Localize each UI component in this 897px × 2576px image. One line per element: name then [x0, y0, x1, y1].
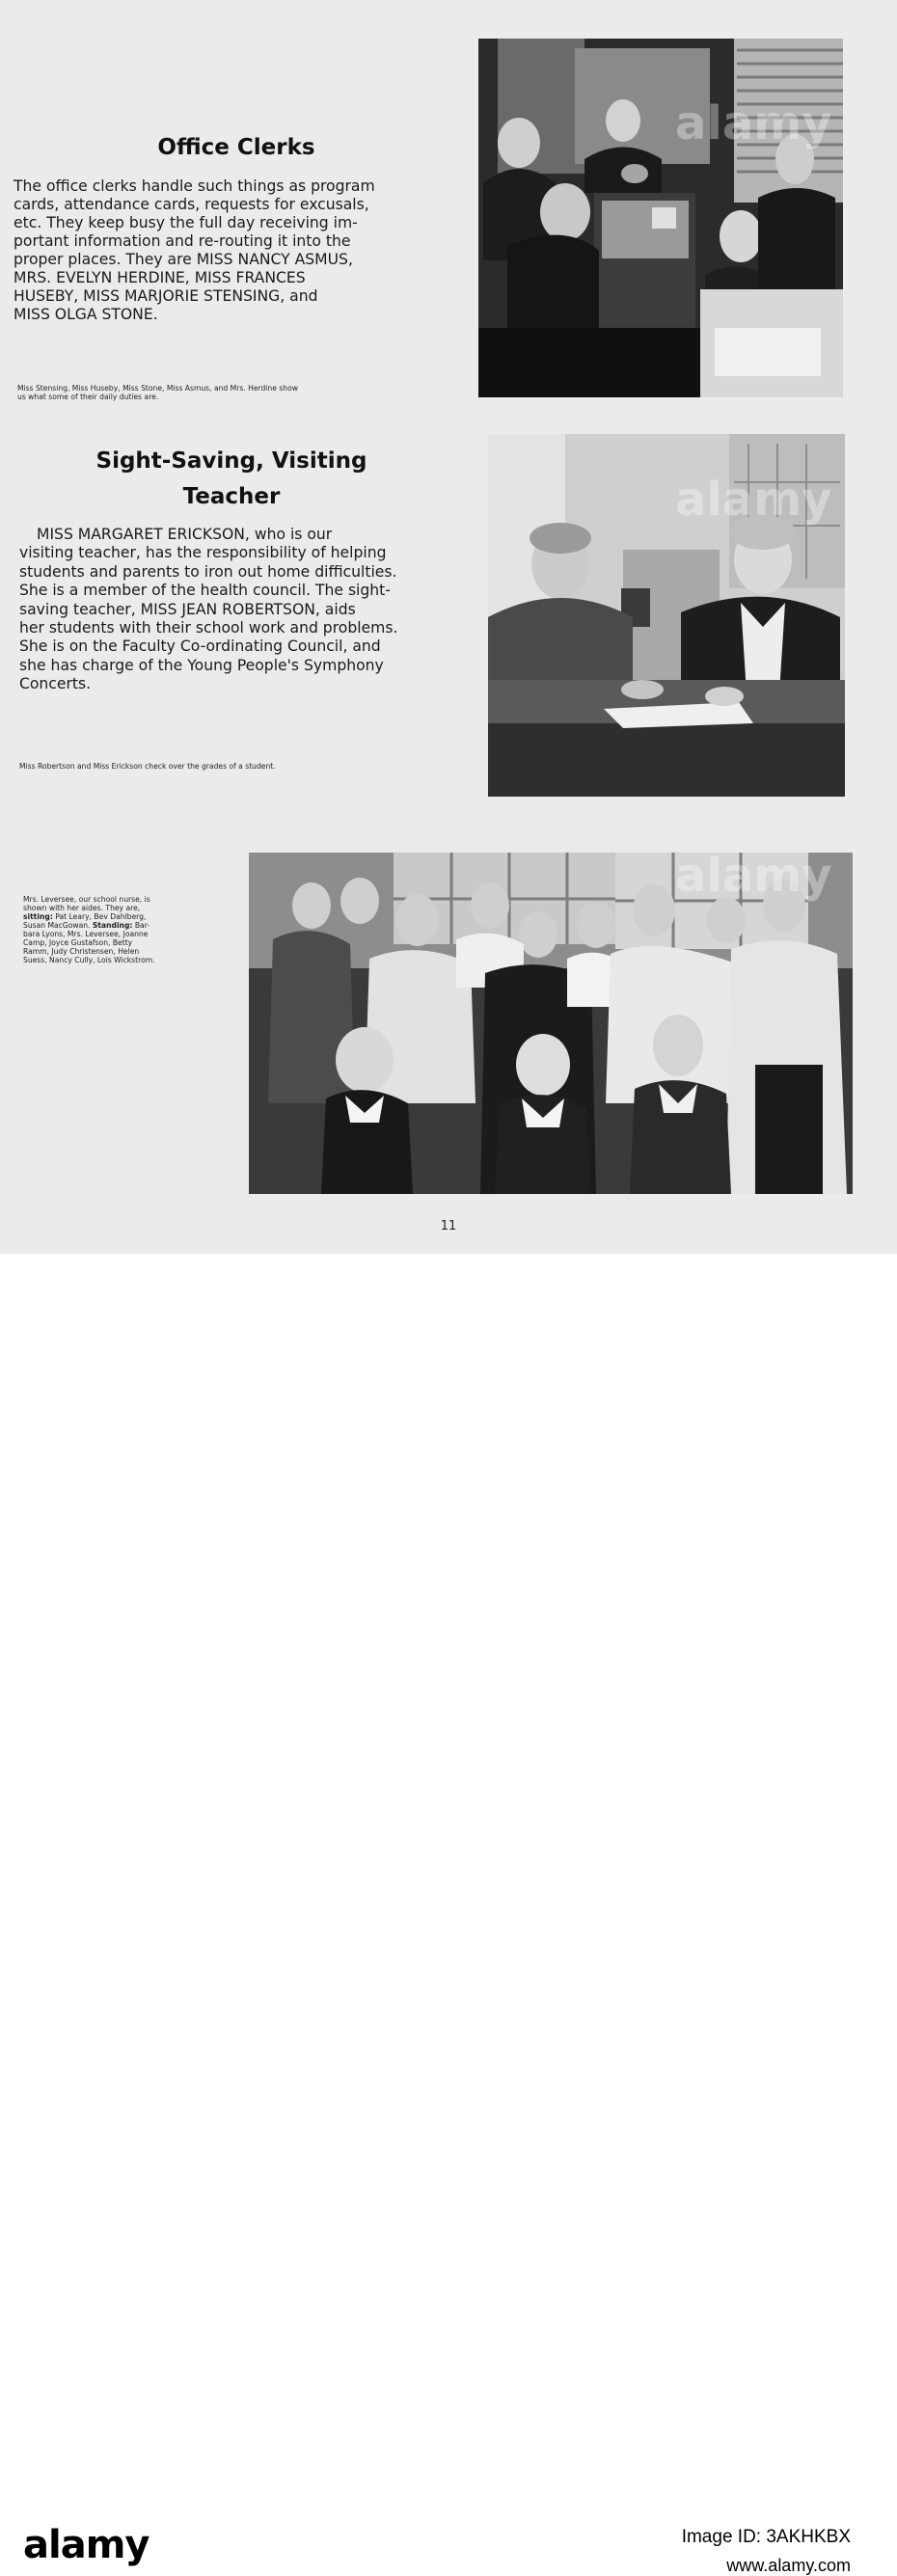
image-id: Image ID: 3AKHKBX [681, 2527, 851, 2547]
sight-saving-heading-line1: Sight-Saving, Visiting [95, 448, 367, 474]
text-line: saving teacher, MISS JEAN ROBERTSON, aids [19, 600, 356, 618]
sight-saving-heading-line2: Teacher [182, 484, 281, 509]
caption-line: us what some of their daily duties are. [17, 393, 159, 401]
nurse-group-photo-art [249, 853, 853, 1194]
sight-saving-photo-art [488, 434, 845, 797]
nurse-group-photo [249, 853, 853, 1194]
text-line: Concerts. [19, 675, 92, 693]
text-line: etc. They keep busy the full day receiving im- [14, 214, 358, 231]
text-line: her students with their school work and problems. [19, 619, 398, 637]
nurse-caption [23, 895, 206, 964]
text-line: The office clerks handle such things as program [14, 177, 375, 195]
text-line: MISS MARGARET ERICKSON, who is our [37, 526, 333, 543]
sight-saving-text [19, 526, 425, 694]
caption-line: shown with her aides. They are, [23, 904, 141, 912]
site-url: www.alamy.com [726, 2556, 851, 2575]
text-line: MISS OLGA STONE. [14, 306, 158, 323]
caption-line: Ramm, Judy Christensen, Helen [23, 947, 140, 956]
sight-saving-photo [488, 434, 845, 797]
caption-line: Camp, Joyce Gustafson, Betty [23, 938, 133, 947]
caption-line: bara Lyons, Mrs. Leversee, Joanne [23, 930, 149, 938]
watermark-text: alamy [675, 849, 832, 903]
text-line: HUSEBY, MISS MARJORIE STENSING, and [14, 287, 318, 305]
office-clerks-heading: Office Clerks [157, 135, 315, 160]
watermark-text: alamy [675, 96, 832, 150]
page-number: 11 [440, 1219, 457, 1234]
caption-line [23, 912, 206, 921]
caption-line: Mrs. Leversee, our school nurse, is [23, 895, 150, 904]
text-line: students and parents to iron out home difficulties. [19, 562, 397, 581]
alamy-logo: alamy [23, 2523, 150, 2567]
text-line: MRS. EVELYN HERDINE, MISS FRANCES [14, 269, 306, 286]
caption-text: Pat Leary, Bev Dahlberg, [52, 912, 147, 921]
stock-footer [0, 1254, 897, 2575]
office-clerks-text [14, 177, 422, 324]
text-line: cards, attendance cards, requests for excusals, [14, 196, 369, 213]
sitting-label: sitting: [23, 912, 53, 921]
sight-saving-caption: Miss Robertson and Miss Erickson check over the grades of a student. [19, 762, 276, 771]
caption-text: Susan MacGowan. [23, 921, 93, 930]
yearbook-page [0, 0, 897, 1254]
caption-line [23, 921, 206, 930]
text-line: proper places. They are MISS NANCY ASMUS, [14, 251, 353, 268]
watermark-text: alamy [675, 473, 832, 527]
text-line: She is a member of the health council. The sight- [19, 582, 391, 600]
office-clerks-photo [478, 39, 843, 397]
text-line: she has charge of the Young People's Symphony [19, 656, 384, 674]
caption-line: Miss Stensing, Miss Huseby, Miss Stone, Miss Asmus, and Mrs. Herdine show [17, 384, 298, 393]
caption-line: Suess, Nancy Cully, Lois Wickstrom. [23, 956, 155, 964]
office-clerks-photo-art [478, 39, 843, 397]
office-clerks-caption [17, 384, 432, 401]
text-line: visiting teacher, has the responsibility of helping [19, 544, 387, 562]
standing-label: Standing: [92, 921, 133, 930]
text-line: portant information and re-routing it into the [14, 232, 351, 250]
caption-text: Bar- [132, 921, 150, 930]
text-line: She is on the Faculty Co-ordinating Council, and [19, 637, 381, 656]
